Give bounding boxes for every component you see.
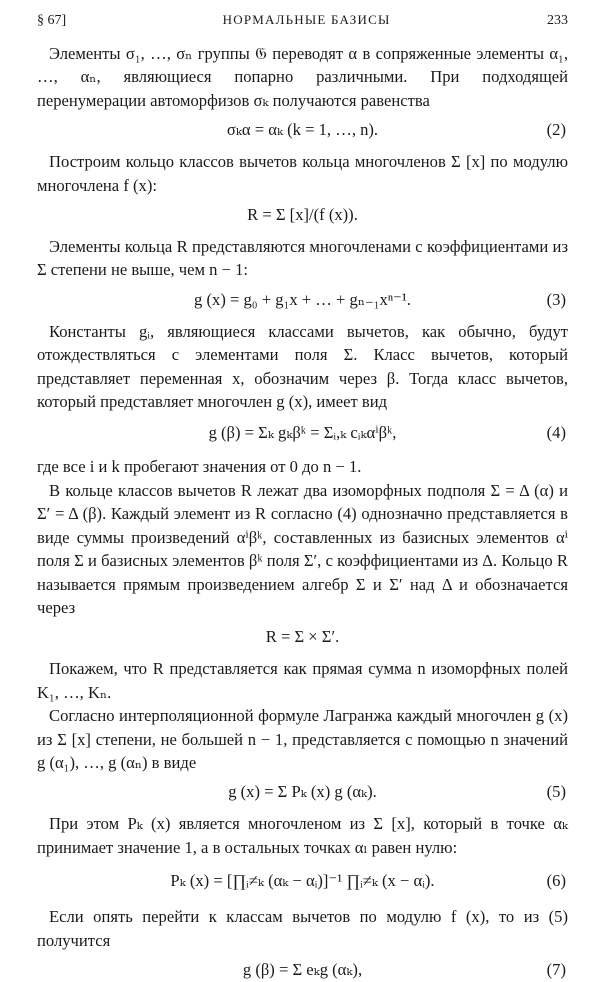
- formula-3-number: (3): [546, 289, 566, 309]
- running-header: [37, 8, 568, 36]
- paragraph-7: Покажем, что R представляется как прямая сумма n изоморфных полей K₁, …, Kₙ.: [37, 659, 568, 702]
- formula-4: [37, 421, 568, 445]
- formula-6-expr: Pₖ (x) = [∏ᵢ≠ₖ (αₖ − αᵢ)]⁻¹ ∏ᵢ≠ₖ (x − αᵢ).: [170, 871, 435, 891]
- formula-7-number: (7): [546, 959, 566, 979]
- section-ref: § 67]: [37, 13, 67, 28]
- formula-5-number: (5): [546, 782, 566, 802]
- paragraph-3: Элементы кольца R представляются многочленами с коэффициентами из Σ степени не выше, чем n − 1:: [37, 237, 568, 280]
- running-title: НОРМАЛЬНЫЕ БАЗИСЫ: [222, 12, 391, 27]
- formula-3: [37, 288, 568, 312]
- formula-5: [37, 780, 568, 804]
- paragraph-9: При этом Pₖ (x) является многочленом из Σ [x], который в точке αₖ принимает значение 1, а в остальных точках αₗ равен нулю:: [37, 814, 568, 857]
- paragraph-10: Если опять перейти к классам вычетов по модулю f (x), то из (5) получится: [37, 907, 568, 950]
- formula-3-expr: g (x) = g₀ + g₁x + … + gₙ₋₁xⁿ⁻¹.: [194, 289, 411, 309]
- paragraph-2: Построим кольцо классов вычетов кольца многочленов Σ [x] по модулю многочлена f (x):: [37, 152, 568, 195]
- paragraph-8: Согласно интерполяционной формуле Лагранжа каждый многочлен g (x) из Σ [x] степени, не большей n − 1, представляется с помощью n значений g (α₁), …, g (αₙ) в виде: [37, 706, 568, 772]
- formula-residue-ring-expr: R = Σ [x]/(f (x)).: [247, 205, 358, 225]
- formula-4-expr: g (β) = Σₖ gₖβᵏ = Σᵢ,ₖ cᵢₖαⁱβᵏ,: [208, 423, 397, 443]
- formula-6-number: (6): [546, 871, 566, 891]
- formula-direct-product-expr: R = Σ × Σ′.: [265, 627, 340, 647]
- paragraph-1: Элементы σ₁, …, σₙ группы 𝔊 переводят α в сопряженные элементы α₁, …, αₙ, являющиеся попарно различными. При подходящей перенумерации автоморфизов σₖ получаются равенства: [37, 44, 568, 110]
- formula-2-expr: σₖα = αₖ (k = 1, …, n).: [226, 120, 379, 140]
- formula-direct-product: [37, 625, 568, 649]
- formula-4-number: (4): [546, 423, 566, 443]
- formula-2-number: (2): [546, 120, 566, 140]
- formula-5-expr: g (x) = Σ Pₖ (x) g (αₖ).: [228, 782, 377, 802]
- formula-2: [37, 118, 568, 142]
- formula-6: [37, 869, 568, 893]
- paragraph-4: Константы gᵢ, являющиеся классами вычетов, как обычно, будут отождествляться с элементами поля Σ. Класс вычетов, который представляет переменная x, обозначим через β. Тогда класс вычетов, который представляет многочлен g (x), имеет вид: [37, 321, 568, 412]
- paragraph-5: где все i и k пробегают значения от 0 до n − 1.: [37, 457, 362, 477]
- formula-7: [37, 958, 568, 982]
- formula-7-expr: g (β) = Σ eₖg (αₖ),: [242, 959, 363, 979]
- formula-residue-ring: [37, 203, 568, 227]
- paragraph-6: В кольце классов вычетов R лежат два изоморфных подполя Σ = Δ (α) и Σ′ = Δ (β). Каждый элемент из R согласно (4) однозначно представляется в виде суммы произведений αⁱβᵏ, составленных из базисных элементов αⁱ поля Σ и базисных элементов βᵏ поля Σ′, с коэффициентами из Δ. Кольцо R называется прямым произведением алгебр Σ и Σ′ над Δ и обозначается через: [37, 480, 568, 617]
- page-number: 233: [547, 13, 568, 28]
